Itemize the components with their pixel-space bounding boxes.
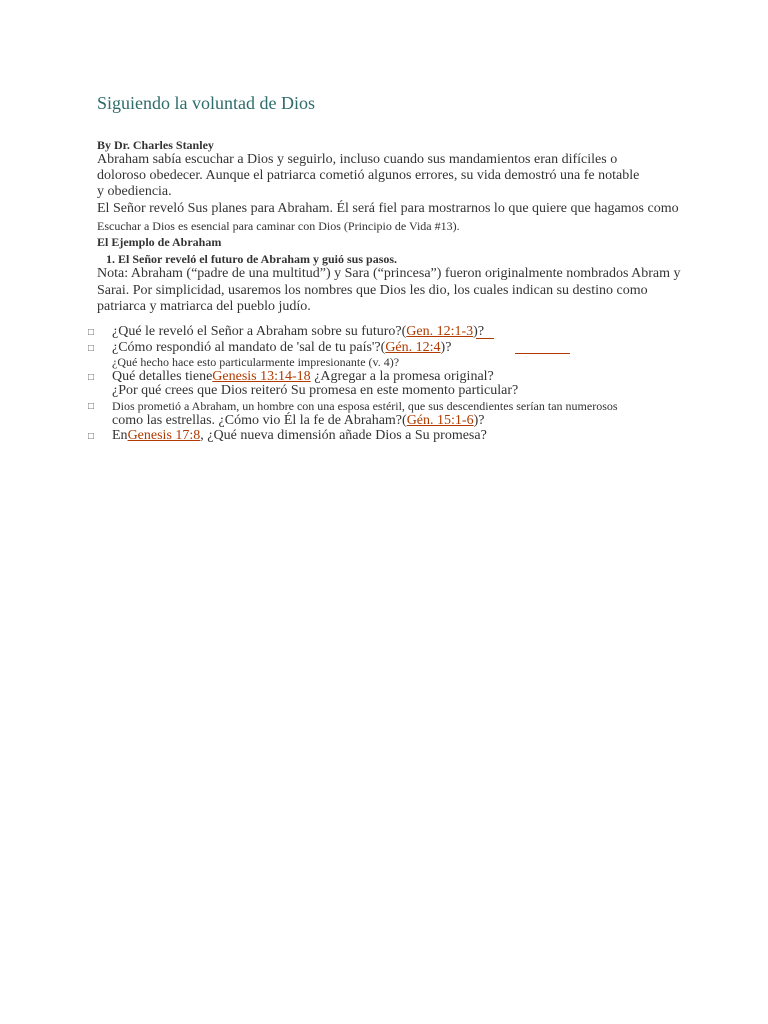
answer-blank xyxy=(476,338,494,339)
intro-line-3: y obediencia. xyxy=(97,184,172,199)
note-line-1: Nota: Abraham (“padre de una multitud”) y Sara (“princesa”) fueron originalmente nombrados Abram y xyxy=(97,266,681,281)
intro-line-2: doloroso obedecer. Aunque el patriarca cometió algunos errores, su vida demostró una fe notable xyxy=(97,168,640,183)
question-1-text: ¿Qué le reveló el Señor a Abraham sobre su futuro?( xyxy=(112,324,407,339)
question-3-text: Qué detalles tiene xyxy=(112,369,213,384)
author-line: By Dr. Charles Stanley xyxy=(97,138,214,152)
bullet-icon: □ xyxy=(88,431,95,442)
question-5-end: , ¿Qué nueva dimensión añade Dios a Su promesa? xyxy=(200,428,487,443)
bullet-icon: □ xyxy=(88,401,95,412)
scripture-link[interactable]: Gén. 15:1-6 xyxy=(406,413,474,428)
scripture-link[interactable]: Gen. 12:1-3 xyxy=(406,324,474,339)
question-4-cont xyxy=(112,413,484,429)
answer-blank xyxy=(515,353,570,354)
intro-line-4: El Señor reveló Sus planes para Abraham. Él será fiel para mostrarnos lo que quiere que hagamos como xyxy=(97,201,679,216)
scripture-link[interactable]: Gén. 12:4 xyxy=(385,340,441,355)
question-2-sub: ¿Qué hecho hace esto particularmente impresionante (v. 4)? xyxy=(112,355,400,369)
point-heading: 1. El Señor reveló el futuro de Abraham y guió sus pasos. xyxy=(106,252,398,266)
scripture-link[interactable]: Genesis 13:14-18 xyxy=(212,369,311,384)
question-4-end: )? xyxy=(473,413,485,428)
question-2-text: ¿Cómo respondió al mandato de 'sal de tu país'?( xyxy=(112,340,386,355)
question-5 xyxy=(112,428,487,444)
note-line-3: patriarca y matriarca del pueblo judío. xyxy=(97,299,311,314)
bullet-icon: □ xyxy=(88,372,95,383)
section-heading: El Ejemplo de Abraham xyxy=(97,235,222,249)
scripture-link[interactable]: Genesis 17:8 xyxy=(127,428,201,443)
note-line-2: Sarai. Por simplicidad, usaremos los nombres que Dios les dio, los cuales indican su destino como xyxy=(97,283,648,298)
question-1 xyxy=(112,324,484,340)
question-4: Dios prometió a Abraham, un hombre con una esposa estéril, que sus descendientes serían tan numerosos xyxy=(112,399,618,413)
intro-line-1: Abraham sabía escuchar a Dios y seguirlo, incluso cuando sus mandamientos eran difíciles o xyxy=(97,152,618,167)
question-1-end: )? xyxy=(473,324,485,339)
question-3-sub: ¿Por qué crees que Dios reiteró Su promesa en este momento particular? xyxy=(112,383,519,398)
question-5-text: En xyxy=(112,428,128,443)
principle-line: Escuchar a Dios es esencial para caminar con Dios (Principio de Vida #13). xyxy=(97,219,460,233)
bullet-icon: □ xyxy=(88,343,95,354)
question-4-cont-text: como las estrellas. ¿Cómo vio Él la fe de Abraham?( xyxy=(112,413,407,428)
bullet-icon: □ xyxy=(88,327,95,338)
question-2-end: )? xyxy=(440,340,452,355)
page-title: Siguiendo la voluntad de Dios xyxy=(97,93,315,113)
question-3-end: ¿Agregar a la promesa original? xyxy=(310,369,494,384)
